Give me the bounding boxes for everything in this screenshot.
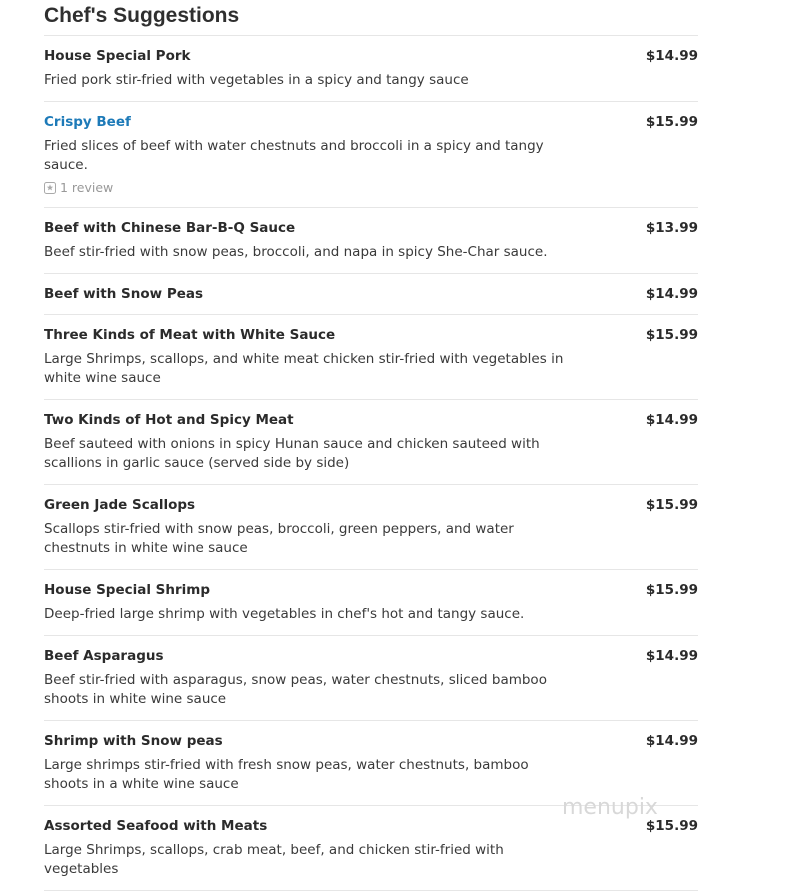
item-name: Shrimp with Snow peas — [44, 733, 223, 749]
item-description: Beef stir-fried with snow peas, broccoli, and napa in spicy She-Char sauce. — [44, 244, 548, 260]
item-name: Assorted Seafood with Meats — [44, 818, 268, 834]
item-price: $15.99 — [645, 582, 698, 598]
item-description: Large shrimps stir-fried with fresh snow peas, water chestnuts, bamboo shoots in a white wine sauce — [44, 757, 529, 792]
menu-item — [44, 208, 698, 274]
menu-item — [44, 636, 698, 721]
menu-item — [44, 485, 698, 570]
review-link[interactable] — [44, 180, 698, 196]
item-name: House Special Pork — [44, 48, 191, 64]
item-name: Beef with Chinese Bar-B-Q Sauce — [44, 220, 296, 236]
item-description: Large Shrimps, scallops, crab meat, beef, and chicken stir-fried with vegetables — [44, 842, 504, 877]
menu-item — [44, 315, 698, 400]
item-price: $14.99 — [645, 412, 698, 428]
item-price: $14.99 — [645, 286, 698, 302]
menu-item — [44, 102, 698, 208]
item-name: Three Kinds of Meat with White Sauce — [44, 327, 336, 343]
item-price: $14.99 — [645, 733, 698, 749]
item-name: House Special Shrimp — [44, 582, 211, 598]
item-name: Beef with Snow Peas — [44, 286, 204, 302]
menu-item — [44, 274, 698, 315]
item-description: Scallops stir-fried with snow peas, broccoli, green peppers, and water chestnuts in white wine sauce — [44, 521, 514, 556]
item-price: $14.99 — [645, 48, 698, 64]
item-description: Fried pork stir-fried with vegetables in a spicy and tangy sauce — [44, 72, 469, 88]
item-name: Green Jade Scallops — [44, 497, 196, 513]
item-name-link[interactable]: Crispy Beef — [44, 114, 131, 130]
item-price: $15.99 — [645, 327, 698, 343]
item-name: Beef Asparagus — [44, 648, 164, 664]
item-description: Beef sauteed with onions in spicy Hunan sauce and chicken sauteed with scallions in garlic sauce (served side by side) — [44, 436, 540, 471]
review-count: 1 review — [60, 180, 114, 195]
item-price: $14.99 — [645, 648, 698, 664]
item-price: $15.99 — [645, 497, 698, 513]
menu-item — [44, 721, 698, 806]
item-description: Beef stir-fried with asparagus, snow peas, water chestnuts, sliced bamboo shoots in white wine sauce — [44, 672, 547, 707]
menu-item — [44, 400, 698, 485]
star-in-box-icon — [44, 182, 56, 194]
item-price: $15.99 — [645, 818, 698, 834]
item-description: Fried slices of beef with water chestnuts and broccoli in a spicy and tangy sauce. — [44, 138, 544, 173]
item-description: Deep-fried large shrimp with vegetables in chef's hot and tangy sauce. — [44, 606, 525, 622]
menu-item — [44, 570, 698, 636]
item-name: Two Kinds of Hot and Spicy Meat — [44, 412, 294, 428]
item-description: Large Shrimps, scallops, and white meat chicken stir-fried with vegetables in white wine sauce — [44, 351, 564, 386]
menu-item — [44, 36, 698, 102]
watermark-logo: menupix — [562, 795, 658, 820]
section-title: Chef's Suggestions — [44, 0, 698, 36]
item-price: $15.99 — [645, 114, 698, 130]
menu-section — [44, 0, 698, 891]
item-price: $13.99 — [645, 220, 698, 236]
